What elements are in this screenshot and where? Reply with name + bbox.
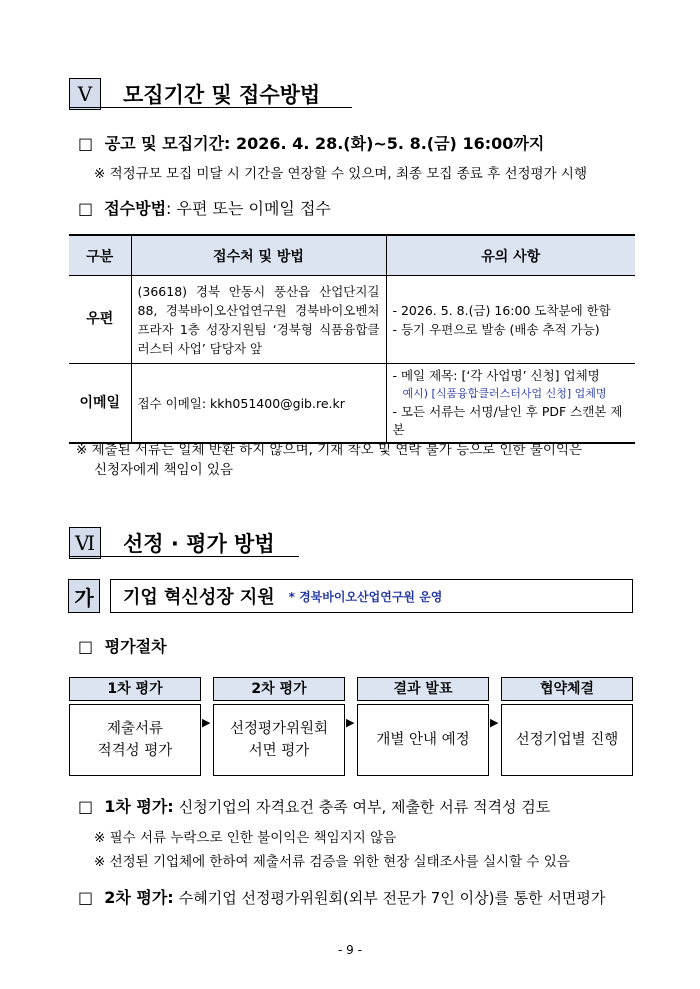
table-row xyxy=(69,276,635,364)
step-body xyxy=(69,704,201,776)
row-type: 이메일 xyxy=(69,364,131,444)
eval-2-value: 수혜기업 선정평가위원회(외부 전문가 7인 이상)를 통한 서면평가 xyxy=(178,889,606,907)
row-where: (36618) 경북 안동시 풍산읍 산업단지길 88, 경북바이오산업연구원 경북바이오벤처프라자 1층 성장지원팀 ‘경북형 식품융합클러스터 사업’ 담당자 앞 xyxy=(131,276,386,364)
recruit-note: ※ 적정규모 모집 미달 시 기간을 연장할 수 있으며, 최종 모집 종료 후 선정평가 시행 xyxy=(94,166,587,182)
subsection-number: 가 xyxy=(68,579,100,613)
step-head: 결과 발표 xyxy=(357,677,489,701)
checkbox-icon: □ xyxy=(78,797,94,816)
row-notes xyxy=(386,364,635,444)
step-head: 협약체결 xyxy=(501,677,633,701)
arrow-right-icon: ▶ xyxy=(490,716,499,729)
arrow-right-icon: ▶ xyxy=(202,716,211,729)
step-2 xyxy=(213,677,345,776)
step-body xyxy=(357,704,489,776)
step-line: 적격성 평가 xyxy=(97,743,173,759)
table-row xyxy=(69,364,635,444)
section-underline xyxy=(69,556,299,557)
eval-1-label: 1차 평가: xyxy=(104,797,174,816)
eval-1-note: ※ 필수 서류 누락으로 인한 불이익은 책임지지 않음 xyxy=(94,830,397,846)
row-notes xyxy=(386,276,635,364)
footnote-line: 신청자에게 책임이 있음 xyxy=(94,462,233,478)
step-1 xyxy=(69,677,201,776)
step-line: 개별 안내 예정 xyxy=(376,732,470,748)
checkbox-icon: □ xyxy=(78,637,94,656)
step-head: 2차 평가 xyxy=(213,677,345,701)
checkbox-icon: □ xyxy=(78,199,94,218)
eval-1-value: 신청기업의 자격요건 충족 여부, 제출한 서류 적격성 검토 xyxy=(178,798,551,816)
section-number: Ⅴ xyxy=(69,78,101,110)
subsection-title-box xyxy=(110,579,633,613)
subsection-title: 기업 혁신성장 지원 xyxy=(123,587,275,608)
eval-2 xyxy=(78,885,605,908)
footnote xyxy=(76,440,646,480)
table-header: 접수처 및 방법 xyxy=(131,235,386,276)
note-line: - 2026. 5. 8.(금) 16:00 도착분에 한함 xyxy=(392,302,611,318)
eval-1-note: ※ 선정된 기업체에 한하여 제출서류 검증을 위한 현장 실태조사를 실시할 수 있음 xyxy=(94,854,570,870)
step-4 xyxy=(501,677,633,776)
note-line: - 모든 서류는 서명/날인 후 PDF 스캔본 제본 xyxy=(392,404,623,437)
footnote-line: ※ 제출된 서류는 일체 반환 하지 않으며, 기재 착오 및 연락 불가 등으로 인한 불이익은 xyxy=(76,442,583,458)
step-3 xyxy=(357,677,489,776)
row-type: 우편 xyxy=(69,276,131,364)
note-example: 예시) [식품융합클러스터사업 신청] 업체명 xyxy=(402,387,607,400)
submission-method-value: : 우편 또는 이메일 접수 xyxy=(166,199,331,218)
eval-2-label: 2차 평가: xyxy=(104,888,174,907)
step-body xyxy=(213,704,345,776)
checkbox-icon: □ xyxy=(78,888,94,907)
section-5-heading xyxy=(69,78,320,110)
step-line: 서면 평가 xyxy=(248,743,310,759)
subsection-note: * 경북바이오산업연구원 운영 xyxy=(288,589,443,604)
table-header-row xyxy=(69,235,635,276)
procedure-label: 평가절차 xyxy=(104,637,167,656)
eval-1 xyxy=(78,794,550,817)
step-line: 선정기업별 진행 xyxy=(515,732,619,748)
step-line: 제출서류 xyxy=(106,721,164,737)
page-number: - 9 - xyxy=(338,943,362,957)
step-head: 1차 평가 xyxy=(69,677,201,701)
submission-table xyxy=(69,234,635,444)
submission-method-label: 접수방법 xyxy=(104,199,167,218)
table-header: 구분 xyxy=(69,235,131,276)
recruit-period-label: 공고 및 모집기간: 2026. 4. 28.(화)~5. 8.(금) 16:00까지 xyxy=(104,134,545,153)
procedure-heading xyxy=(78,634,167,657)
recruit-period xyxy=(78,131,544,154)
note-line: - 등기 우편으로 발송 (배송 추적 가능) xyxy=(392,321,600,337)
submission-method xyxy=(78,196,331,219)
section-underline xyxy=(69,107,352,108)
step-line: 선정평가위원회 xyxy=(229,721,329,737)
section-6-heading xyxy=(69,527,275,559)
section-title: 모집기간 및 접수방법 xyxy=(123,83,321,107)
note-line: - 메일 제목: [‘각 사업명’ 신청] 업체명 xyxy=(392,368,600,383)
section-number: Ⅵ xyxy=(69,527,101,559)
step-body xyxy=(501,704,633,776)
arrow-right-icon: ▶ xyxy=(346,716,355,729)
checkbox-icon: □ xyxy=(78,134,94,153)
section-title: 선정 · 평가 방법 xyxy=(123,532,275,556)
row-where: 접수 이메일: kkh051400@gib.re.kr xyxy=(131,364,386,444)
table-header: 유의 사항 xyxy=(386,235,635,276)
